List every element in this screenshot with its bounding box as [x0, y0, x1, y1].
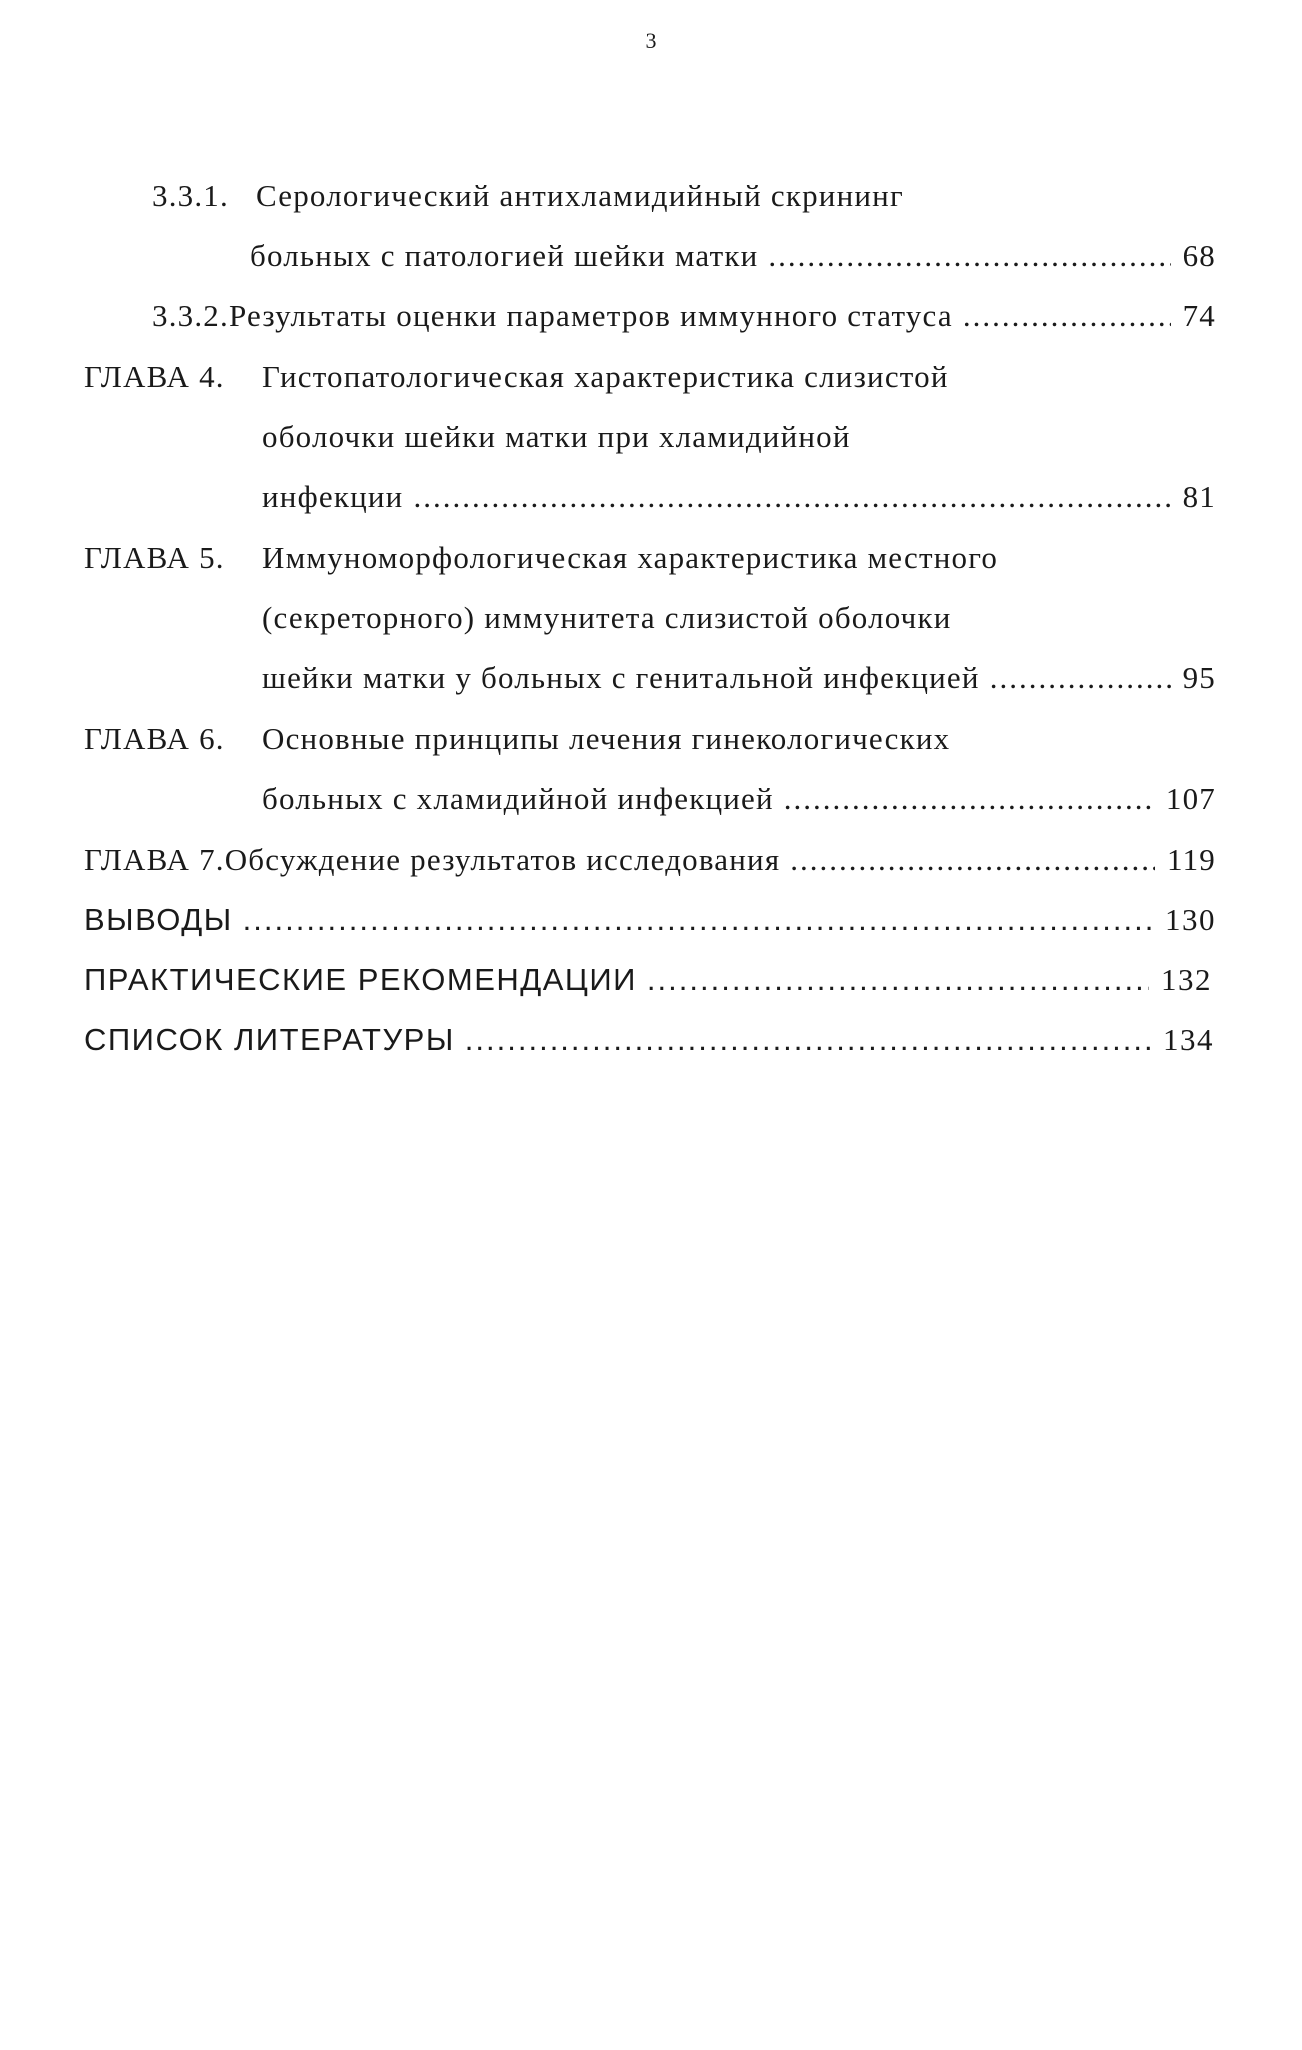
toc-entry-label: 3.3.2. [152, 298, 229, 333]
toc-entry-label: ГЛАВА 4. [84, 359, 225, 394]
toc-practical-recommendations [84, 960, 1212, 1000]
toc-entry-title: оболочки шейки матки при хламидийной [262, 419, 851, 454]
toc-entry-title: больных с патологией шейки матки [250, 238, 759, 273]
toc-entry-title: Обсуждение результатов исследования [224, 842, 781, 877]
toc-conclusions [84, 900, 1216, 940]
toc-chapter-6-line-1 [84, 719, 1216, 759]
toc-entry-page: 119 [1167, 842, 1216, 877]
toc-entry-page: 130 [1165, 902, 1216, 937]
toc-entry-label: 3.3.1. [152, 178, 229, 213]
toc-entry-3-3-2 [152, 296, 1216, 336]
toc-chapter-5-line-1 [84, 538, 1216, 578]
toc-leader-dots [990, 658, 1171, 698]
toc-chapter-6-line-2 [262, 779, 1216, 819]
toc-entry-title: ВЫВОДЫ [84, 902, 233, 937]
toc-entry-title: СПИСОК ЛИТЕРАТУРЫ [84, 1022, 455, 1057]
page-number: 3 [645, 28, 657, 53]
toc-chapter-4-line-2 [262, 417, 1216, 457]
toc-entry-page: 81 [1182, 479, 1216, 514]
toc-entry-page: 74 [1182, 298, 1216, 333]
toc-leader-dots [784, 779, 1154, 819]
toc-entry-page: 107 [1165, 781, 1216, 816]
toc-leader-dots [790, 840, 1155, 880]
toc-entry-title: Иммуноморфологическая характеристика местного [262, 540, 999, 575]
toc-entry-title: Гистопатологическая характеристика слизистой [262, 359, 949, 394]
toc-leader-dots [465, 1020, 1151, 1060]
toc-entry-page: 95 [1182, 660, 1216, 695]
toc-entry-page: 134 [1163, 1022, 1214, 1057]
toc-entry-3-3-1-line-1 [152, 176, 1212, 216]
toc-chapter-7 [84, 840, 1216, 880]
toc-entry-page: 68 [1182, 238, 1216, 273]
toc-entry-3-3-1-line-2 [250, 236, 1216, 276]
toc-chapter-5-line-2 [262, 598, 1216, 638]
toc-leader-dots [768, 236, 1170, 276]
toc-entry-page: 132 [1161, 962, 1212, 997]
toc-leader-dots [647, 960, 1149, 1000]
toc-chapter-4-line-3 [262, 477, 1216, 517]
toc-entry-title: ПРАКТИЧЕСКИЕ РЕКОМЕНДАЦИИ [84, 962, 637, 997]
toc-entry-title: шейки матки у больных с генитальной инфекцией [262, 660, 980, 695]
toc-entry-title: Основные принципы лечения гинекологических [262, 721, 951, 756]
toc-chapter-4-line-1 [84, 357, 1216, 397]
toc-entry-title: больных с хламидийной инфекцией [262, 781, 774, 816]
toc-entry-title: Результаты оценки параметров иммунного статуса [228, 298, 953, 333]
toc-entry-label: ГЛАВА 7. [84, 842, 225, 877]
toc-leader-dots [963, 296, 1171, 336]
toc-entry-title: (секреторного) иммунитета слизистой оболочки [262, 600, 952, 635]
toc-chapter-5-line-3 [262, 658, 1216, 698]
toc-references [84, 1020, 1214, 1060]
toc-entry-title: инфекции [262, 479, 404, 514]
toc-entry-title: Серологический антихламидийный скрининг [256, 178, 904, 213]
toc-entry-label: ГЛАВА 6. [84, 721, 225, 756]
toc-entry-label: ГЛАВА 5. [84, 540, 225, 575]
toc-leader-dots [243, 900, 1153, 940]
toc-leader-dots [413, 477, 1170, 517]
